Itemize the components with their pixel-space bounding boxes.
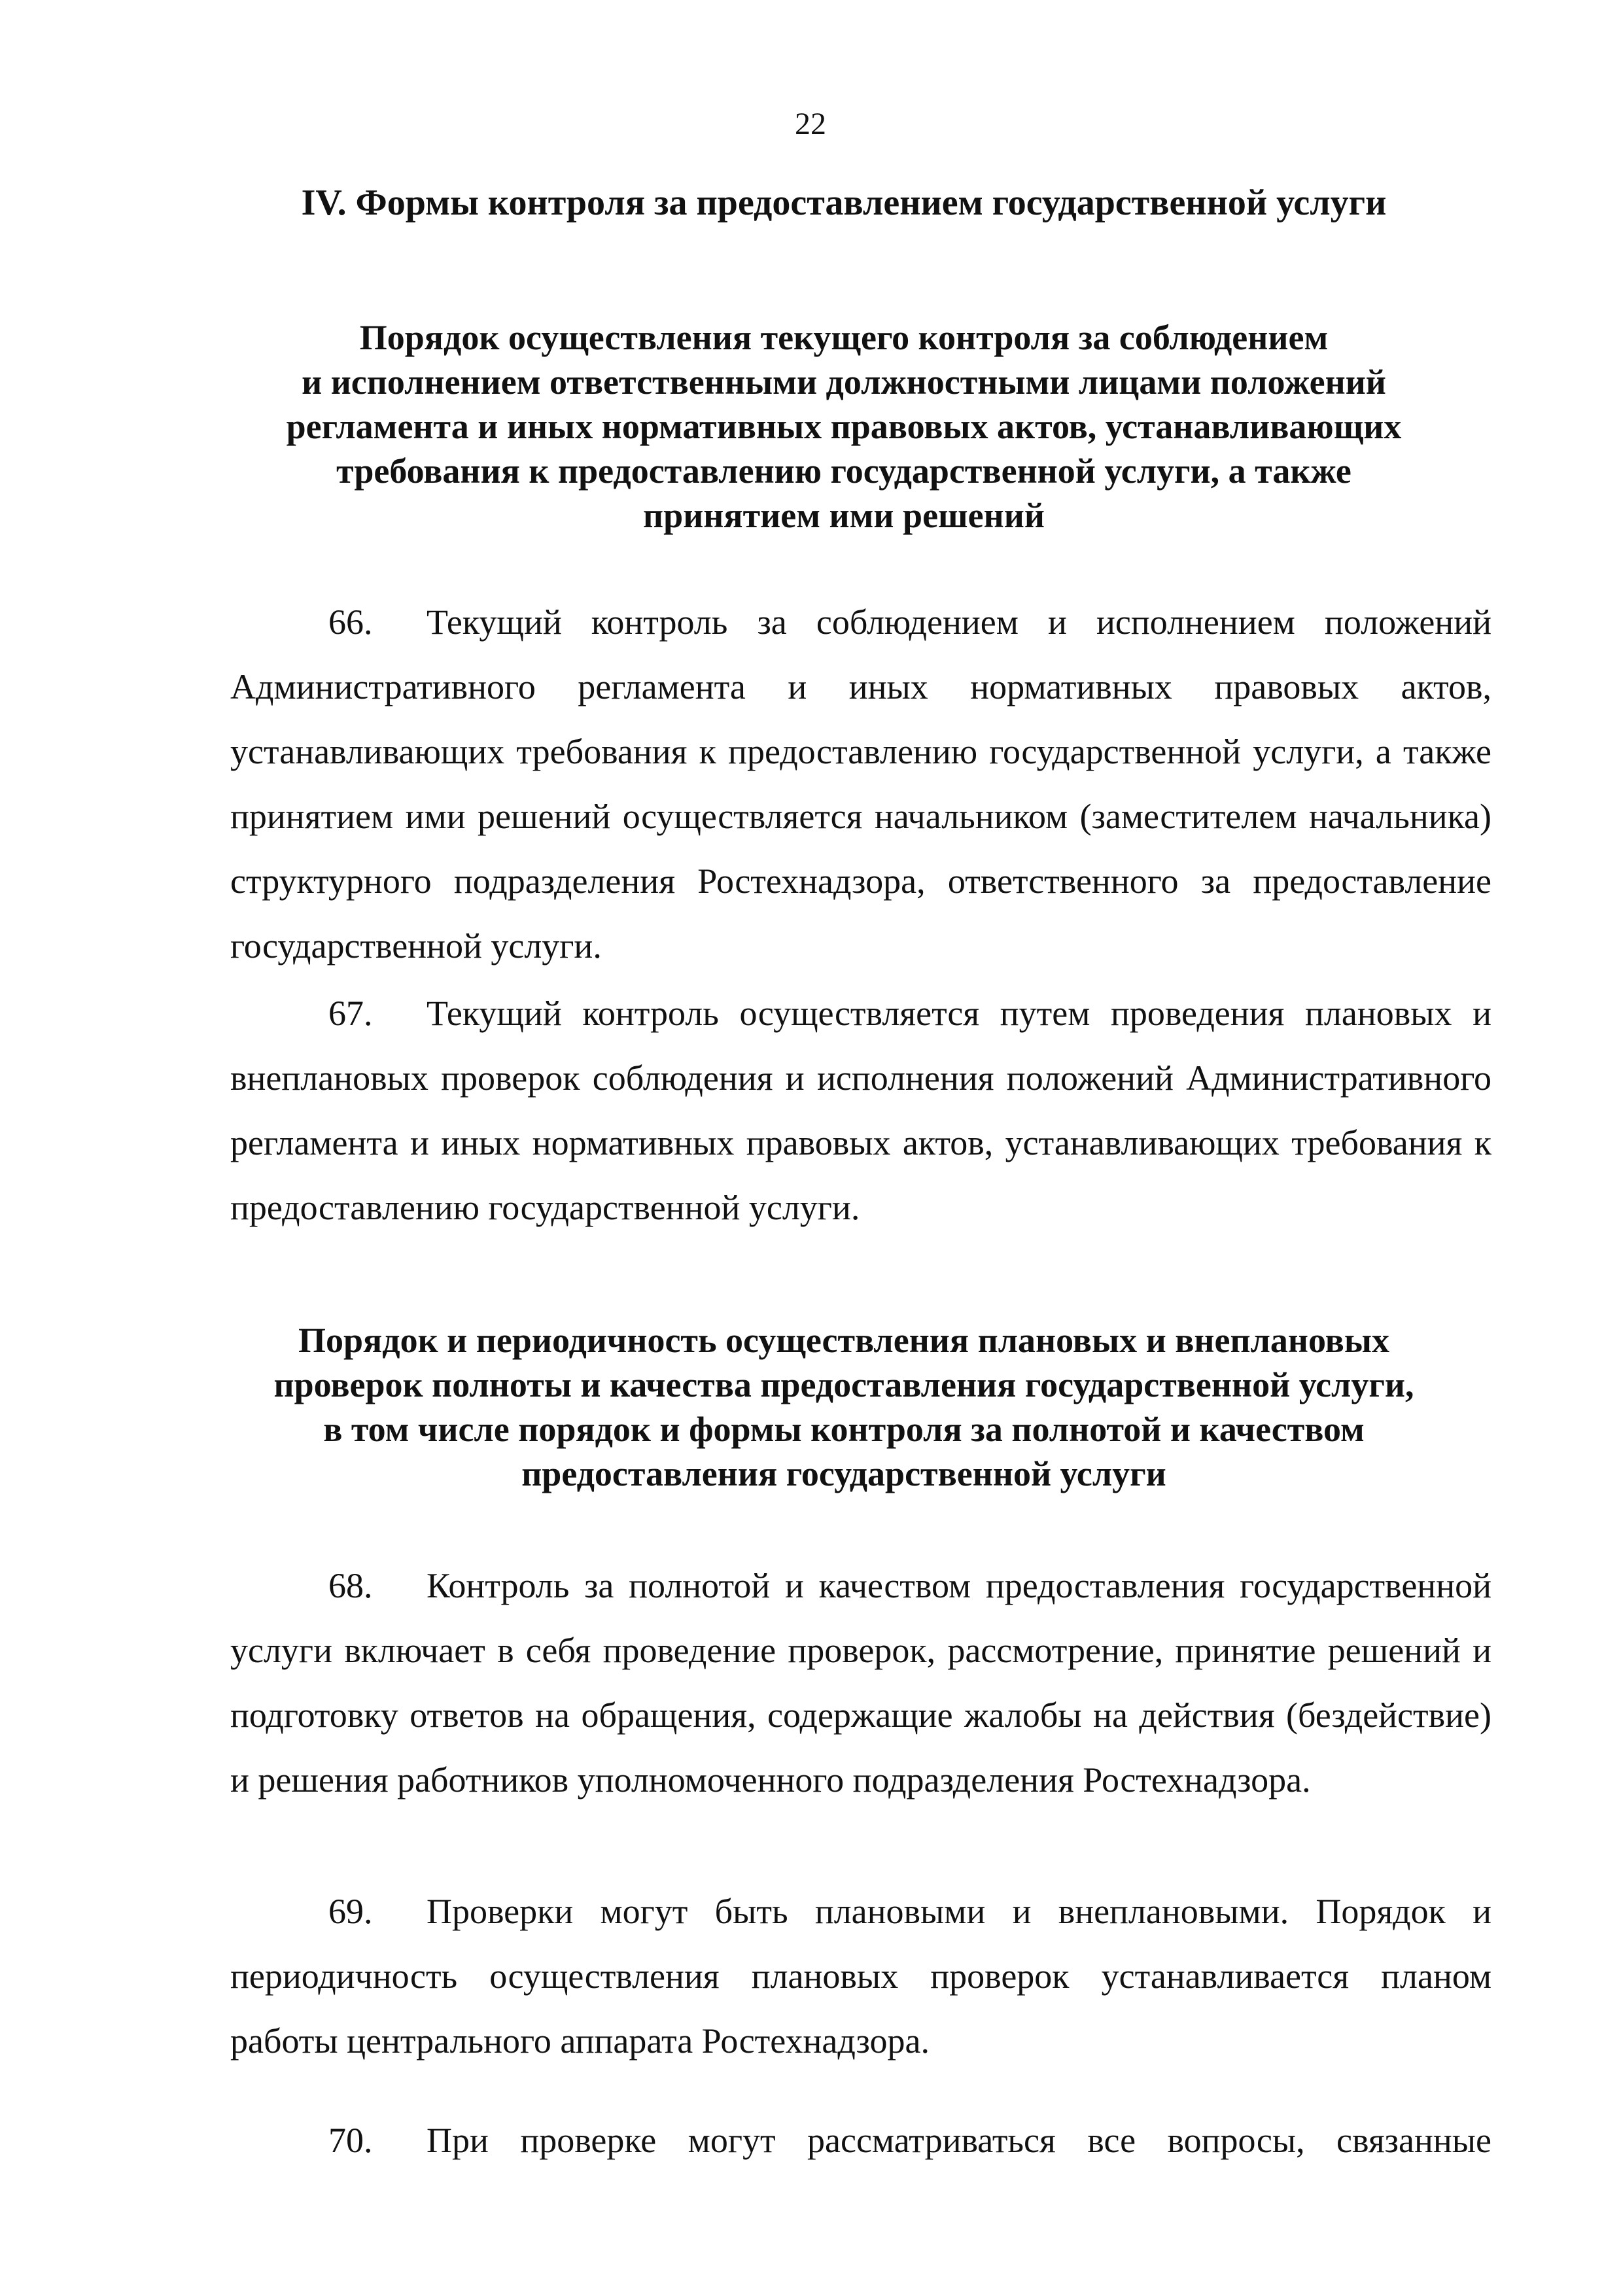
paragraph-number: 66. xyxy=(328,602,373,642)
subsection-heading-line: и исполнением ответственными должностными лицами положений xyxy=(302,362,1386,402)
subsection-heading-line: принятием ими решений xyxy=(643,496,1045,535)
subsection-heading-line: предоставления государственной услуги xyxy=(521,1454,1166,1493)
paragraph-text: Контроль за полнотой и качеством предоставления государственной услуги включает в себя проведение проверок, рассмотрение, принятие решений и подготовку ответов на обращения, содержащие жалобы на действия (бездействие) и решения работников уполномоченного подразделения Ростехнадзора. xyxy=(230,1566,1491,1800)
subsection-heading-line: требования к предоставлению государственной услуги, а также xyxy=(336,451,1351,491)
paragraph-67 xyxy=(230,981,1491,1240)
subsection-heading-line: проверок полноты и качества предоставления государственной услуги, xyxy=(273,1365,1414,1404)
subsection-heading-line: в том числе порядок и формы контроля за полнотой и качеством xyxy=(323,1410,1365,1449)
subsection-heading-line: Порядок осуществления текущего контроля за соблюдением xyxy=(359,318,1329,357)
section-title: IV. Формы контроля за предоставлением государственной услуги xyxy=(301,183,1387,223)
paragraph-text: Проверки могут быть плановыми и внеплановыми. Порядок и периодичность осуществления плановых проверок устанавливается планом работы центрального аппарата Ростехнадзора. xyxy=(230,1892,1491,2061)
paragraph-69 xyxy=(230,1879,1491,2074)
subsection-heading-planned-checks xyxy=(222,1318,1465,1496)
paragraph-text: Текущий контроль осуществляется путем проведения плановых и внеплановых проверок соблюдения и исполнения положений Административного регламента и иных нормативных правовых актов, устанавливающих требования к предоставлению государственной услуги. xyxy=(230,994,1491,1227)
paragraph-66 xyxy=(230,590,1491,979)
paragraph-number: 67. xyxy=(328,994,373,1033)
paragraph-text: При проверке могут рассматриваться все вопросы, связанные xyxy=(427,2121,1491,2160)
paragraph-number: 69. xyxy=(328,1892,373,1931)
paragraph-68 xyxy=(230,1554,1491,1813)
page-number: 22 xyxy=(795,107,826,141)
subsection-heading-line: Порядок и периодичность осуществления плановых и внеплановых xyxy=(298,1321,1389,1360)
paragraph-text: Текущий контроль за соблюдением и исполнением положений Административного регламента и иных нормативных правовых актов, устанавливающих требования к предоставлению государственной услуги, а также принятием ими решений осуществляется начальником (заместителем начальника) структурного подразделения Ростехнадзора, ответственного за предоставление государственной услуги. xyxy=(230,602,1491,965)
subsection-heading-current-control xyxy=(222,315,1465,538)
paragraph-number: 70. xyxy=(328,2121,373,2160)
subsection-heading-line: регламента и иных нормативных правовых актов, устанавливающих xyxy=(286,407,1402,446)
paragraph-number: 68. xyxy=(328,1566,373,1605)
paragraph-70 xyxy=(230,2108,1491,2173)
